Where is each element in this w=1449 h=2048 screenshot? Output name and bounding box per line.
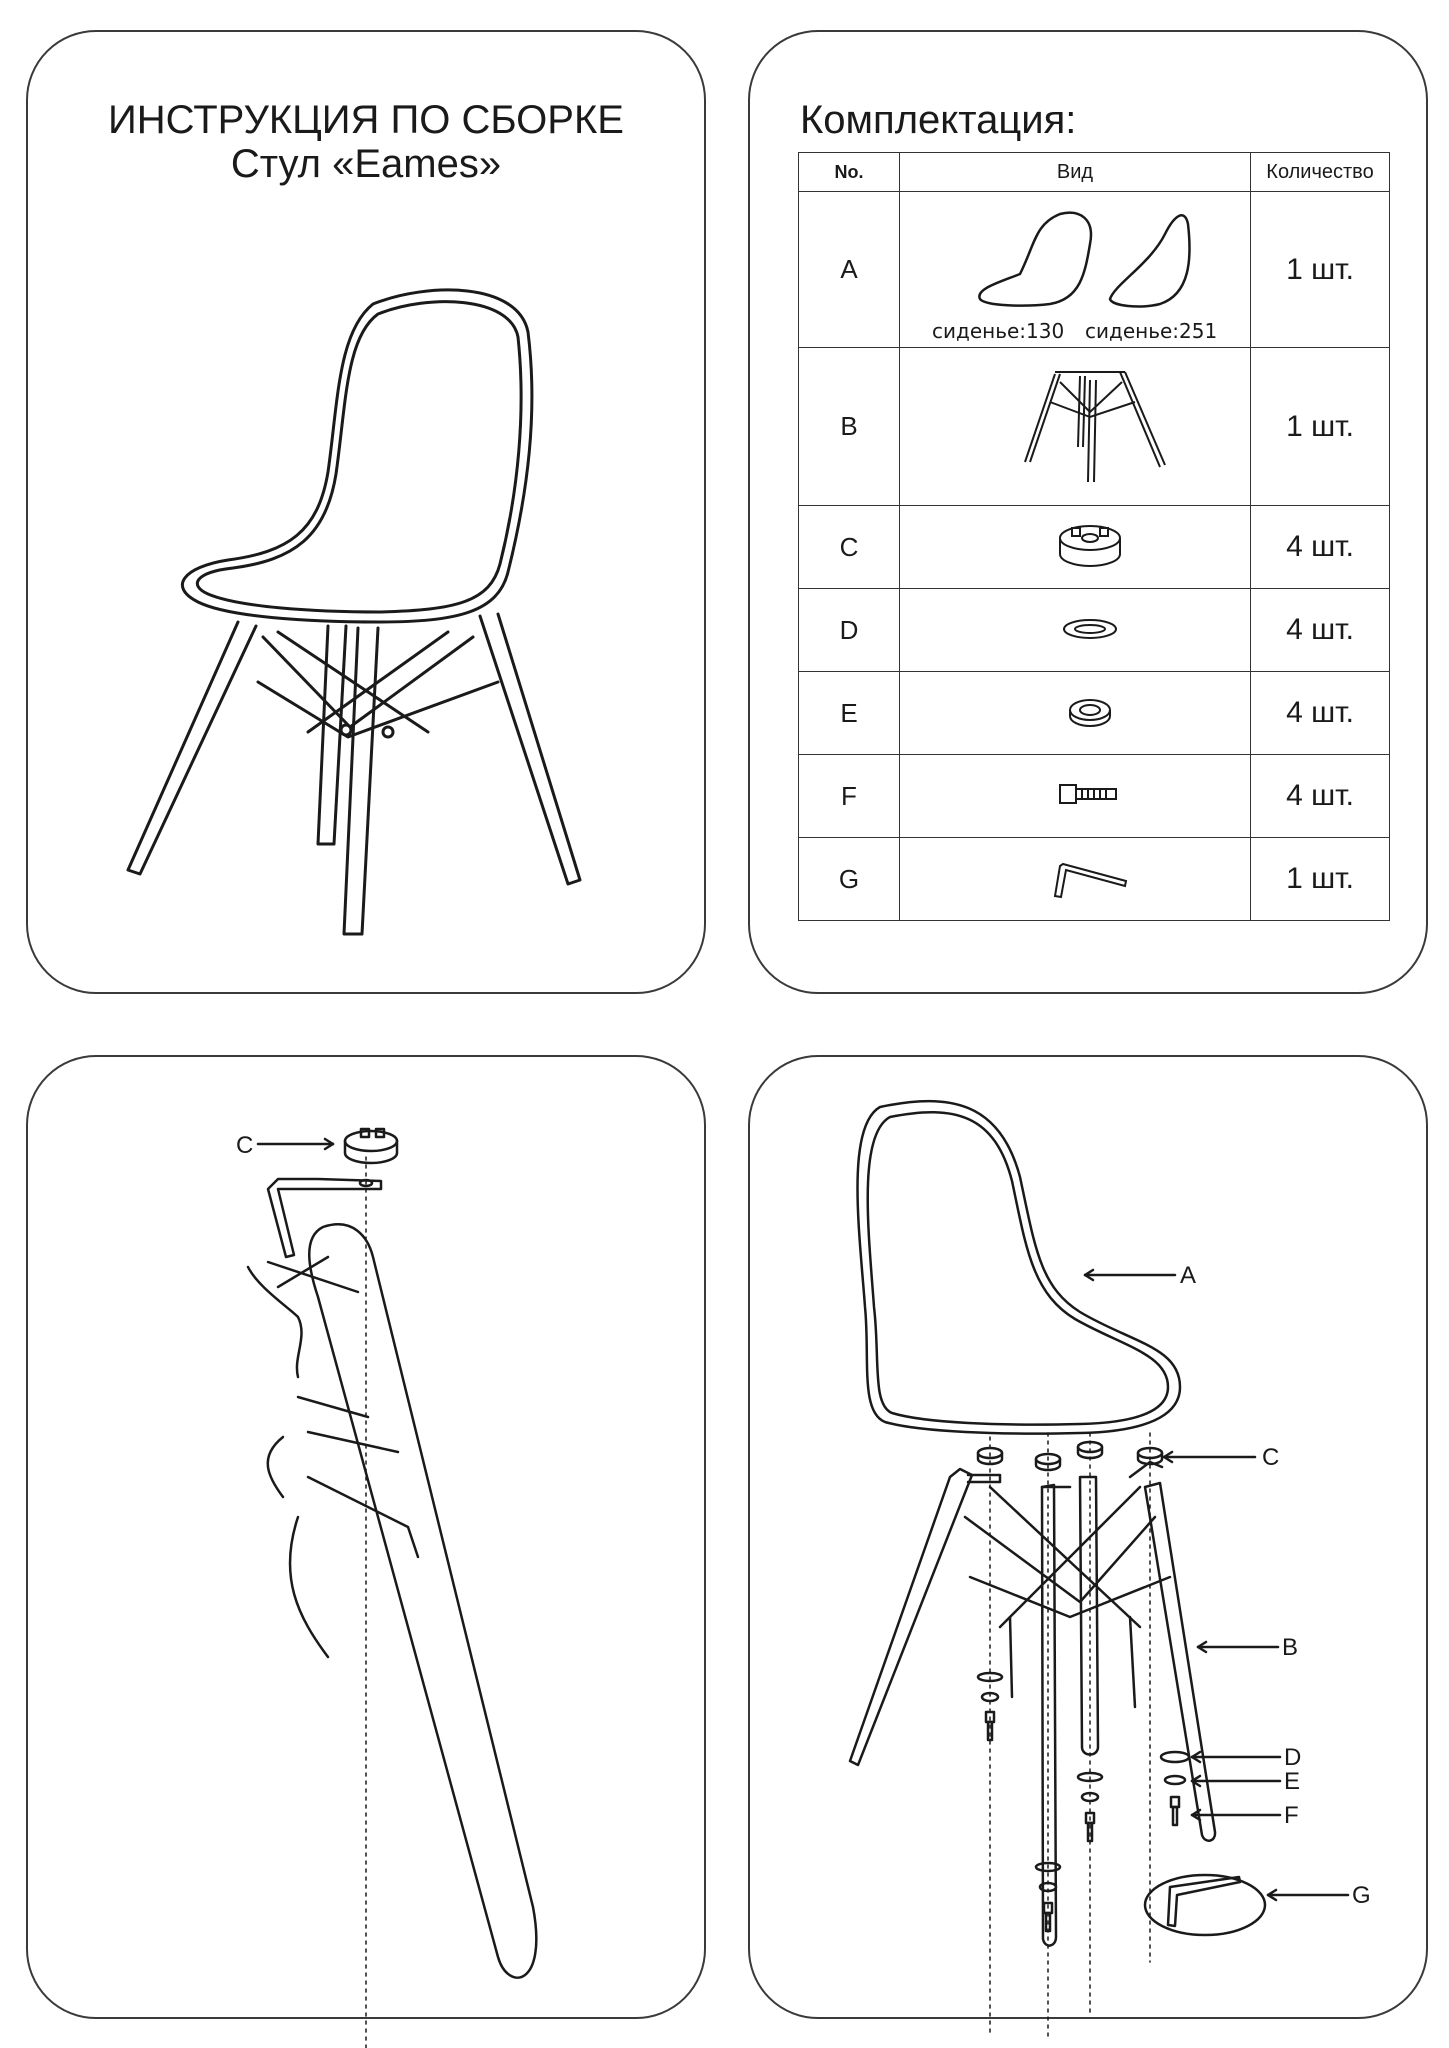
part-qty: 4 шт. <box>1251 672 1390 755</box>
seat-caption-251: сиденье:251 <box>1085 319 1218 343</box>
table-row <box>799 838 1390 921</box>
part-view-connector <box>900 506 1251 589</box>
table-row <box>799 589 1390 672</box>
part-qty: 1 шт. <box>1251 348 1390 506</box>
label-e: E <box>1284 1768 1301 1795</box>
part-id: D <box>799 589 900 672</box>
table-row <box>799 348 1390 506</box>
seat-shell-icon <box>940 204 1200 324</box>
part-id: C <box>799 506 900 589</box>
chair-assembly-diagram <box>750 1057 1430 2021</box>
label-c: C <box>1262 1444 1280 1471</box>
label-c: C <box>236 1132 254 1159</box>
part-id: G <box>799 838 900 921</box>
part-id: A <box>799 192 900 348</box>
part-qty: 4 шт. <box>1251 589 1390 672</box>
part-id: B <box>799 348 900 506</box>
header-view: Вид <box>900 153 1251 192</box>
table-header-row <box>799 153 1390 192</box>
part-view-bolt <box>900 755 1251 838</box>
label-a: A <box>1180 1262 1197 1289</box>
part-qty: 4 шт. <box>1251 506 1390 589</box>
part-view-spring-washer <box>900 672 1251 755</box>
spring-washer-icon <box>1065 696 1115 730</box>
part-qty: 1 шт. <box>1251 192 1390 348</box>
part-view-seat <box>900 192 1251 348</box>
components-title: Комплектация: <box>800 98 1077 142</box>
label-f: F <box>1284 1802 1299 1829</box>
flat-washer-icon <box>1060 617 1120 647</box>
table-row <box>799 192 1390 348</box>
part-view-washer <box>900 589 1251 672</box>
components-table <box>798 152 1390 921</box>
part-view-hex-key <box>900 838 1251 921</box>
leg-assembly-diagram <box>28 1057 708 2021</box>
table-row <box>799 755 1390 838</box>
part-qty: 1 шт. <box>1251 838 1390 921</box>
step1-panel <box>26 1055 706 2019</box>
chair-illustration <box>28 32 708 996</box>
table-row <box>799 506 1390 589</box>
part-qty: 4 шт. <box>1251 755 1390 838</box>
header-qty: Количество <box>1251 153 1390 192</box>
part-view-base <box>900 348 1251 506</box>
cover-title: ИНСТРУКЦИЯ ПО СБОРКЕ <box>108 98 624 142</box>
components-panel <box>748 30 1428 994</box>
table-row <box>799 672 1390 755</box>
label-d: D <box>1284 1744 1302 1771</box>
part-id: E <box>799 672 900 755</box>
hex-key-icon <box>1045 856 1135 906</box>
connector-icon <box>1050 516 1130 576</box>
label-b: B <box>1282 1634 1299 1661</box>
part-id: F <box>799 755 900 838</box>
connector-c-drawing <box>345 1129 397 1163</box>
cover-panel <box>26 30 706 994</box>
header-no: No. <box>799 153 900 192</box>
bolt-icon <box>1055 781 1125 811</box>
label-g: G <box>1352 1882 1371 1909</box>
cover-subtitle: Стул «Eames» <box>230 142 502 186</box>
eiffel-base-icon <box>1020 362 1180 492</box>
step2-panel <box>748 1055 1428 2019</box>
seat-caption-130: сиденье:130 <box>932 319 1065 343</box>
